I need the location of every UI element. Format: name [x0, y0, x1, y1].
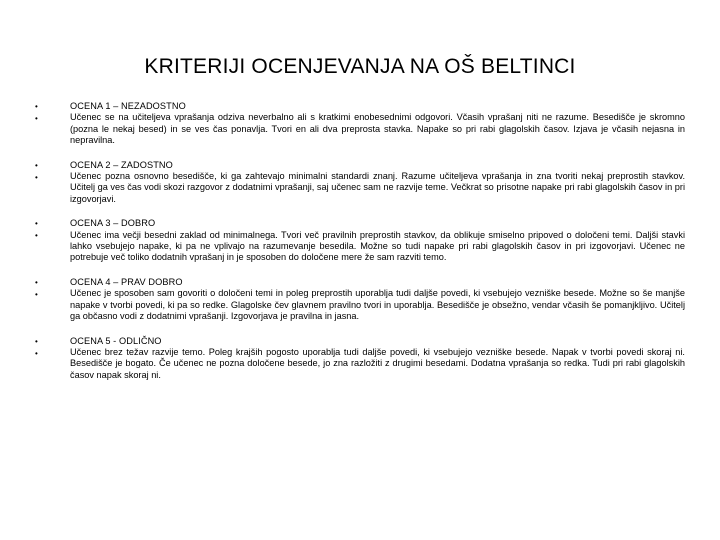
criterion-description: Učenec pozna osnovno besedišče, ki ga zahtevajo minimalni standardi znanj. Razume učiteljeva vprašanja in zna tvoriti nekaj preprostih stavkov. Učitelj ga ves čas vodi skozi razgovor z dodatnimi vprašanji, saj učenec sam ne razvije teme. Večkrat so prisotne napake pri rabi glagolskih časov in pri izgovorjavi.	[70, 171, 685, 204]
criterion-description: Učenec brez težav razvije temo. Poleg krajših pogosto uporablja tudi daljše povedi, ki vsebujejo vezniške besede. Napak v tvorbi povedi skoraj ni. Besedišče je bogato. Če učenec ne pozna določene besede, jo zna razložiti z drugimi besedami. Dodatna vprašanja so redka. Tudi pri rabi glagolskih časov napak skoraj ni.	[70, 346, 685, 380]
criterion-content	[70, 101, 685, 147]
bullet-pair	[35, 101, 45, 125]
bullet-icon: •	[35, 289, 38, 299]
bullet-icon: •	[35, 219, 38, 229]
criterion-description: Učenec se na učiteljeva vprašanja odziva neverbalno ali s kratkimi enobesednimi odgovori. Včasih vprašanj niti ne razume. Besedišče je skromno (pozna le nekaj besed) in se ves čas ponavlja. Tvori en ali dva preprosta stavka. Napake so pri rabi glagolskih časov. Izjava je včasih nejasna in nepravilna.	[70, 112, 685, 146]
bullet-pair	[35, 277, 45, 301]
bullet-icon: •	[35, 277, 38, 287]
criteria-list	[35, 101, 685, 394]
bullet-icon: •	[35, 336, 38, 346]
criterion-grade-1	[35, 101, 685, 147]
criterion-heading: OCENA 5 - ODLIČNO	[70, 335, 162, 346]
criterion-grade-4	[35, 277, 685, 323]
bullet-pair	[35, 218, 45, 242]
criterion-heading: OCENA 2 – ZADOSTNO	[70, 159, 173, 170]
bullet-icon: •	[35, 102, 38, 111]
slide-title: KRITERIJI OCENJEVANJA NA OŠ BELTINCI	[144, 55, 576, 78]
bullet-icon: •	[35, 160, 38, 170]
criterion-content	[70, 336, 685, 382]
criterion-grade-3	[35, 218, 685, 264]
criterion-grade-5	[35, 336, 685, 382]
criterion-heading: OCENA 1 – NEZADOSTNO	[70, 101, 186, 111]
criterion-description: Učenec je sposoben sam govoriti o določeni temi in poleg preprostih uporablja tudi daljše povedi, ki vsebujejo vezniške besede. Možne so še manjše napake v tvorbi povedi, ki pa so redke. Glagolske čev glavnem pravilno tvori in uporablja. Besedišče je obsežno, vendar včasih še pomanjkljivo. Učitelj ga občasno vodi z dodatnimi vprašanji. Izgovorjava je pravilna in jasna.	[70, 288, 685, 322]
criterion-description: Učenec ima večji besedni zaklad od minimalnega. Tvori več pravilnih preprostih stavkov, da oblikuje smiselno pripoved o določeni temi. Daljši stavki lahko vsebujejo napake, ki pa ne vplivajo na razumevanje besedila. Možne so tudi napake pri rabi glagolskih časov in pri izgovorjavi. Učenec ne potrebuje več toliko dodatnih vprašanj in je sposoben do določene mere že sam razviti temo.	[70, 229, 685, 263]
criterion-grade-2	[35, 160, 685, 206]
criterion-content	[70, 218, 685, 264]
bullet-icon: •	[35, 114, 38, 123]
criterion-content	[70, 160, 685, 206]
bullet-pair	[35, 160, 45, 184]
criterion-heading: OCENA 4 – PRAV DOBRO	[70, 276, 183, 287]
criterion-content	[70, 277, 685, 323]
bullet-icon: •	[35, 231, 38, 241]
criterion-heading: OCENA 3 – DOBRO	[70, 218, 156, 229]
bullet-pair	[35, 336, 45, 360]
bullet-icon: •	[35, 172, 38, 182]
bullet-icon: •	[35, 348, 38, 358]
